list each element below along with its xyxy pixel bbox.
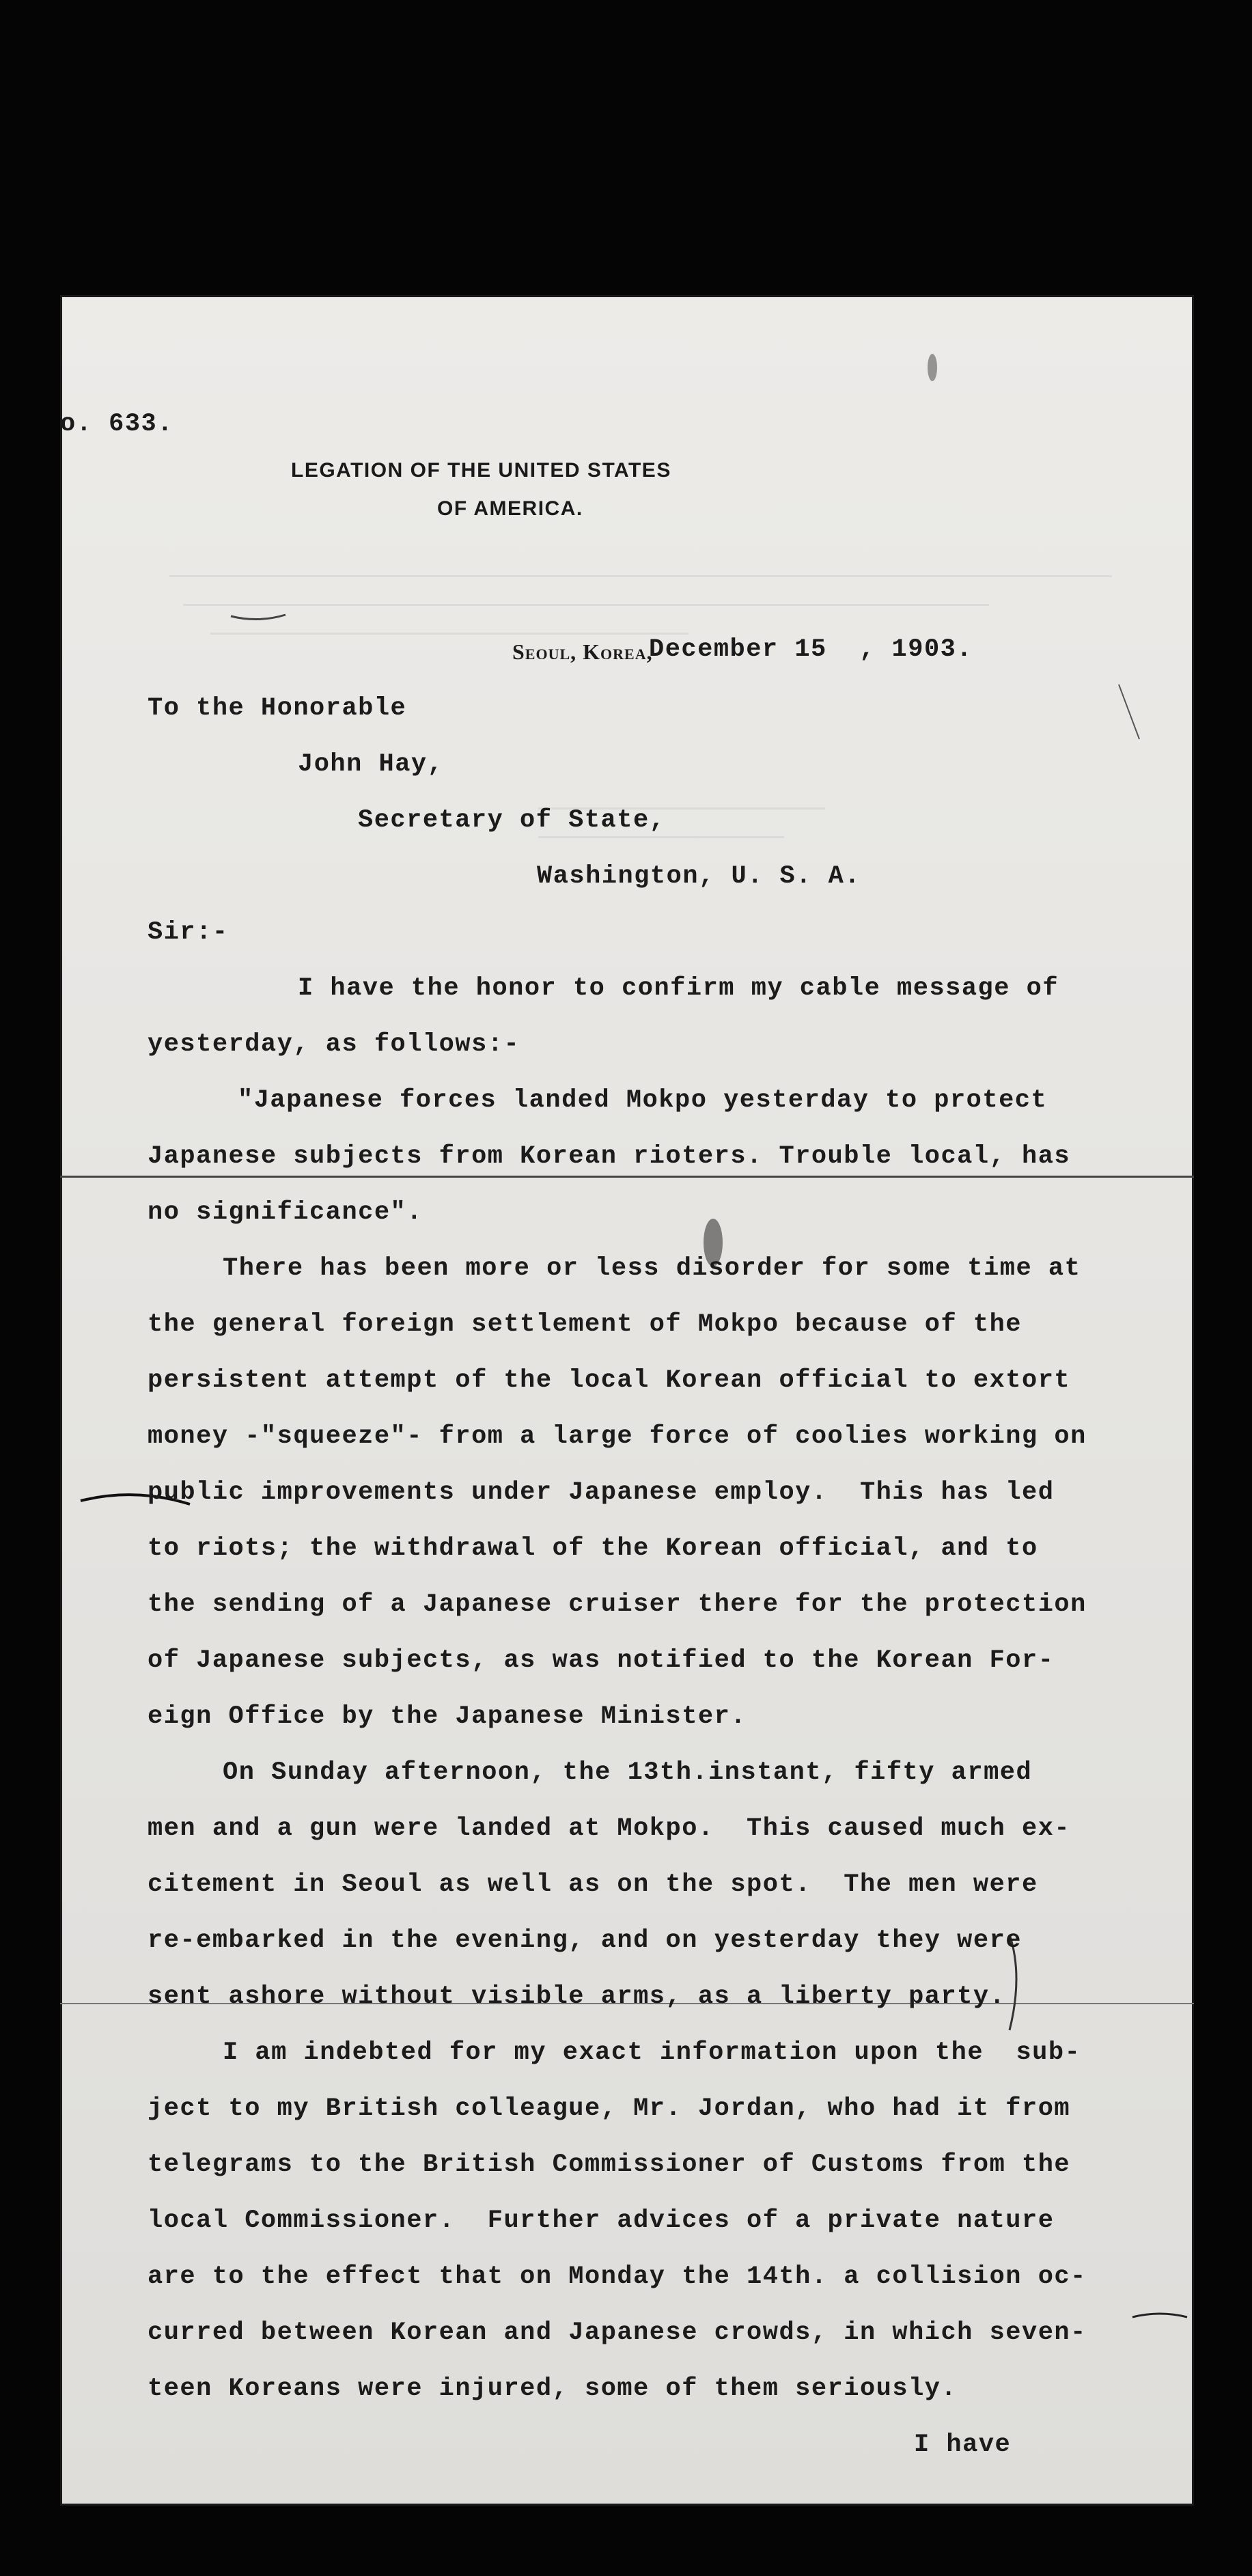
- body-line: the general foreign settlement of Mokpo because of the: [148, 1310, 1022, 1339]
- body-line: no significance".: [148, 1198, 423, 1227]
- address-line: Washington, U. S. A.: [537, 862, 861, 891]
- body-line: On Sunday afternoon, the 13th.instant, fifty armed: [223, 1758, 1033, 1787]
- body-line: of Japanese subjects, as was notified to the Korean For-: [148, 1646, 1055, 1675]
- body-line: "Japanese forces landed Mokpo yesterday to protect: [238, 1086, 1048, 1115]
- body-line: persistent attempt of the local Korean official to extort: [148, 1366, 1071, 1395]
- body-line: citement in Seoul as well as on the spot. The men were: [148, 1870, 1038, 1899]
- body-line: I have the honor to confirm my cable message of: [298, 974, 1059, 1003]
- letterhead-line-2: OF AMERICA.: [437, 497, 583, 520]
- address-line: John Hay,: [298, 750, 444, 779]
- body-line: to riots; the withdrawal of the Korean official, and to: [148, 1534, 1038, 1563]
- catchword: I have: [914, 2430, 1012, 2459]
- body-line: men and a gun were landed at Mokpo. This caused much ex-: [148, 1814, 1071, 1843]
- body-line: money -"squeeze"- from a large force of coolies working on: [148, 1422, 1087, 1451]
- salutation: Sir:-: [148, 918, 229, 947]
- body-line: There has been more or less disorder for some time at: [223, 1254, 1081, 1283]
- place-of-writing: Seoul, Korea,: [512, 639, 653, 664]
- body-line: re-embarked in the evening, and on yesterday they were: [148, 1926, 1022, 1955]
- letter-date: December 15 , 1903.: [649, 635, 973, 664]
- body-line: teen Koreans were injured, some of them seriously.: [148, 2374, 958, 2403]
- body-line: eign Office by the Japanese Minister.: [148, 1702, 747, 1731]
- letterhead-line-1: LEGATION OF THE UNITED STATES: [291, 459, 671, 482]
- body-line: the sending of a Japanese cruiser there for the protection: [148, 1590, 1087, 1619]
- document-page: [60, 295, 1194, 2506]
- body-line: curred between Korean and Japanese crowds, in which seven-: [148, 2318, 1087, 2347]
- address-line: To the Honorable: [148, 694, 407, 723]
- body-line: I am indebted for my exact information upon the sub-: [223, 2038, 1081, 2067]
- body-line: public improvements under Japanese employ. This has led: [148, 1478, 1055, 1507]
- body-line: sent ashore without visible arms, as a liberty party.: [148, 1982, 1006, 2011]
- body-line: telegrams to the British Commissioner of Customs from the: [148, 2150, 1071, 2179]
- body-line: ject to my British colleague, Mr. Jordan, who had it from: [148, 2094, 1071, 2123]
- document-number: o. 633.: [60, 410, 173, 439]
- body-line: are to the effect that on Monday the 14th. a collision oc-: [148, 2262, 1087, 2291]
- body-line: yesterday, as follows:-: [148, 1030, 520, 1059]
- address-line: Secretary of State,: [358, 806, 666, 835]
- body-line: Japanese subjects from Korean rioters. Trouble local, has: [148, 1142, 1071, 1171]
- body-line: local Commissioner. Further advices of a private nature: [148, 2206, 1055, 2235]
